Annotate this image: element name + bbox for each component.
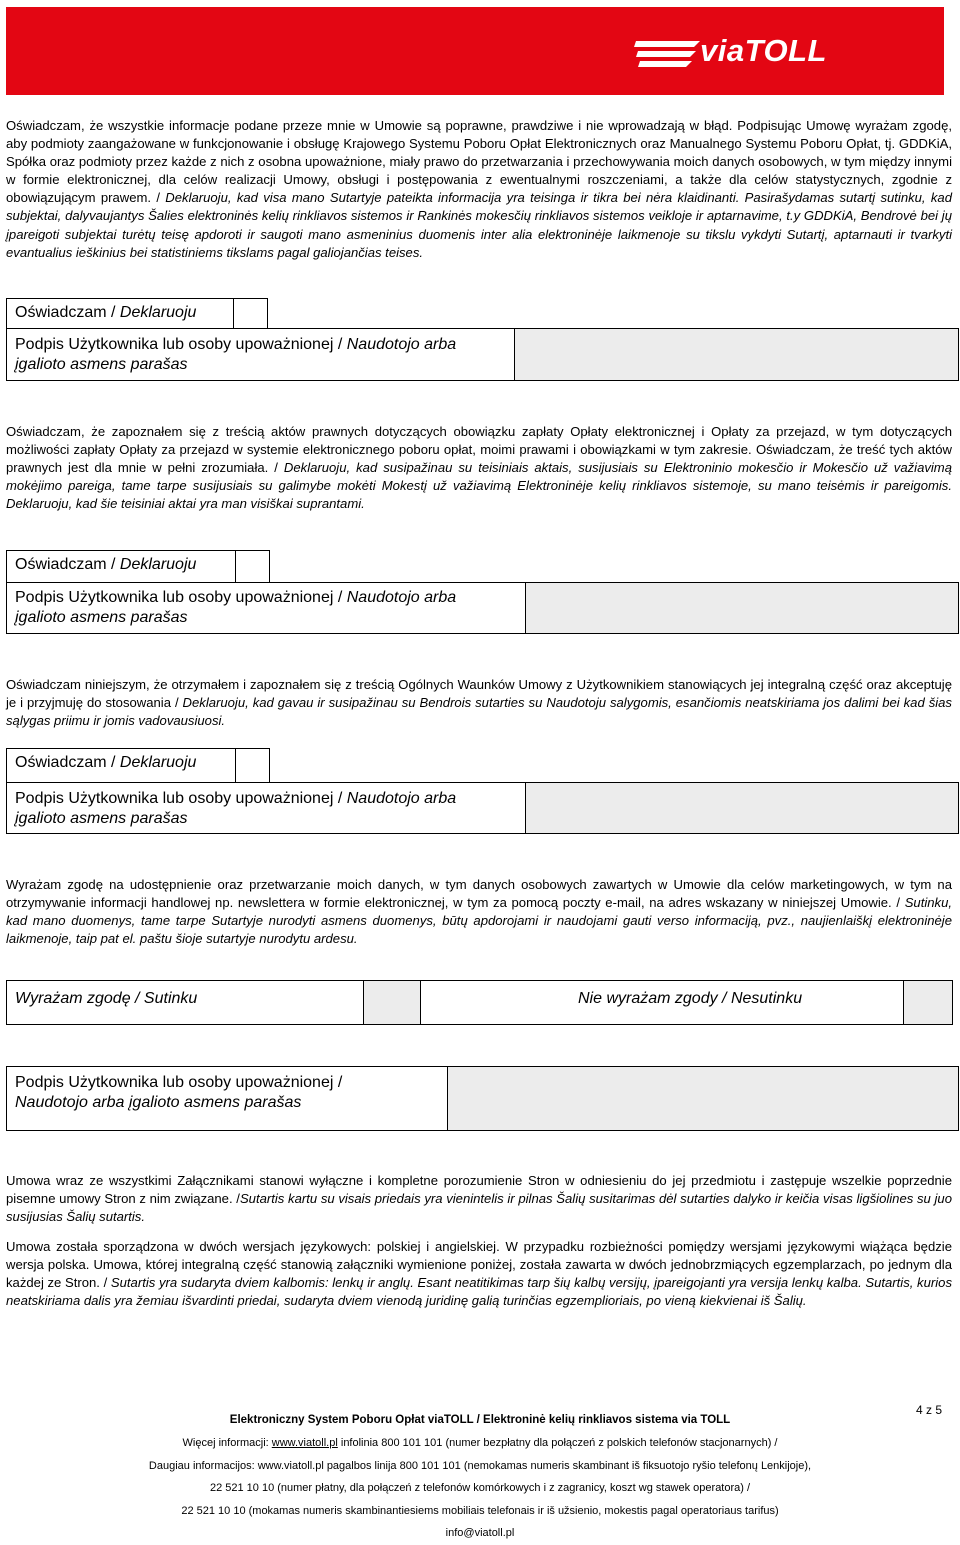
declare-label-pl: Oświadczam /: [15, 754, 120, 771]
paragraph-pl: Umowa wraz ze wszystkimi Załącznikami stanowi wyłączne i kompletne porozumienie Stron w odniesieniu do jej przedmiotu i zastępuje wszelkie poprzednie pisemne umowy Stron z nim związane. /: [6, 1173, 952, 1207]
declare-label-box: [6, 298, 234, 329]
disagree-checkbox[interactable]: [903, 980, 953, 1025]
declare-label-lt: Deklaruoju: [119, 556, 197, 573]
declare-checkbox[interactable]: [235, 550, 270, 583]
logo-stripes-icon: [634, 39, 704, 69]
entire-agreement-paragraph: [6, 1172, 952, 1226]
paragraph-lt: Sutinku, kad mano duomenys, tame tarpe Sutartyje nurodyti asmens duomenys, būtų apdorojami ir naudojami gauti verso informaciją, pvz., naujienlaiškį elektroninėje laikmenoje, taip pat el. paštu šioje sutartyje nurodytu ardesu.: [6, 895, 952, 947]
terms-paragraph: [6, 676, 952, 730]
signature-field[interactable]: [447, 1066, 959, 1131]
marketing-paragraph: [6, 876, 952, 948]
paragraph-pl: Oświadczam niniejszym, że otrzymałem i zapoznałem się z treścią Ogólnych Waunków Umowy z Użytkownikiem stanowiących jej integralną część oraz akceptuję je i przyjmuję do stosowania /: [6, 677, 952, 711]
paragraph-lt: Deklaruoju, kad visa mano Sutartyje pateikta informacija yra teisinga ir tikra bei nėra klaidinanti. Pasirašydamas sutartį sutinku, kad subjektai, dalyvaujantys Šalies elektroninės kelių rinkliavos sistemos ir Rankinės mokesčių rinkliavos sistemos veikloje ir aptarnavime, t.y GDDKiA, Bendrovė bei jų įpareigoti subjektai turėtų teisę apdoroti ir saugoti mano asmeninius duomenis inter alia elektroninėje laikmenoje su tikslu vykdyti Sutartį, aptarnauti ir tvarkyti evantualius ieškinius bei statistiniems tikslams pagal galiojančias teises.: [6, 190, 952, 260]
signature-label-lt-2: įgalioto asmens parašas: [15, 609, 188, 626]
signature-field[interactable]: [514, 328, 959, 381]
declare-label-box: [6, 550, 236, 583]
signature-label-lt: Naudotojo arba: [346, 790, 457, 807]
signature-label-pl: Podpis Użytkownika lub osoby upoważnionej /: [15, 1074, 343, 1091]
footer-line-1: [0, 1437, 960, 1449]
declare-label-box: [6, 748, 236, 783]
agree-checkbox[interactable]: [363, 980, 421, 1025]
signature-field[interactable]: [525, 582, 959, 634]
signature-field[interactable]: [525, 782, 959, 834]
agree-label: Wyrażam zgodę / Sutinku: [15, 990, 198, 1007]
signature-label-lt-2: įgalioto asmens parašas: [15, 356, 188, 373]
signature-label-pl: Podpis Użytkownika lub osoby upoważnionej /: [15, 790, 347, 807]
footer-text: Więcej informacji:: [182, 1437, 272, 1449]
signature-label-lt-2: įgalioto asmens parašas: [15, 810, 188, 827]
disagree-label: Nie wyrażam zgody / Nesutinku: [578, 990, 803, 1007]
signature-label-pl: Podpis Użytkownika lub osoby upoważnionej /: [15, 336, 347, 353]
signature-label-box: [6, 328, 515, 381]
footer-line-2: Daugiau informacijos: www.viatoll.pl pagalbos linija 800 101 101 (nemokamas numeris skambinant iš fiksuotojo ryšio telefonų Lenkijoje),: [148, 1460, 812, 1472]
paragraph-pl: Oświadczam, że zapoznałem się z treścią aktów prawnych dotyczących obowiązku zapłaty Opłaty elektronicznej i Opłaty za przejazd, w tym dotyczących możliwości zapłaty Opłaty za przejazd w systemie elektronicznego poboru opłat, moimi prawami i obowiązkami w tym zakresie. Oświadczam, że treść tych aktów prawnych jest dla mnie w pełni zrozumiała. /: [6, 424, 952, 476]
viatoll-link[interactable]: www.viatoll.pl: [271, 1437, 338, 1449]
disagree-label-box: [420, 980, 904, 1025]
declare-checkbox[interactable]: [233, 298, 268, 329]
paragraph-lt: Sutartis yra sudaryta dviem kalbomis: lenkų ir anglų. Esant neatitikimas tarp šių kalbų versijų, įpareigojanti yra versija lenkų kalba. Sutartis, kurios neatskiriama dalis yra žemiau išvardinti priedai, sudaryta dviem vienodą juridinę galią turinčias egzemplioriais, po vieną kiekvienai iš Šalių.: [6, 1275, 952, 1309]
paragraph-pl: Oświadczam, że wszystkie informacje podane przeze mnie w Umowie są poprawne, prawdziwe i nie wprowadzają w błąd. Podpisując Umowę wyrażam zgodę, aby podmioty zaangażowane w funkcjonowanie i obsługę Krajowego Systemu Poboru Opłat Elektronicznych oraz Manualnego Systemu Poboru Opłat, tj. GDDKiA, Spółka oraz podmioty przez każde z nich z osobna upoważnione, miały prawo do przetwarzania i przechowywania moich danych osobowych, w tym między innymi w formie elektronicznej, dla celów realizacji Umowy, obsługi i postępowania z ewentualnymi roszczeniami, a także dla celów statystycznych, zgodnie z obowiązującym prawem. /: [6, 118, 952, 206]
declare-label-pl: Oświadczam /: [15, 556, 120, 573]
paragraph-lt: Sutartis kartu su visais priedais yra vienintelis ir pilnas Šalių susitarimas dėl sutarties dalyko ir keičia visas ligšiolines su juo susijusias Šalių sutartis.: [6, 1191, 952, 1225]
footer-line-4: 22 521 10 10 (mokamas numeris skambinantiesiems mobiliais telefonais ir iš užsienio, mokestis pagal operatoriaus tarifus): [181, 1505, 779, 1517]
signature-label-pl: Podpis Użytkownika lub osoby upoważnionej /: [15, 589, 347, 606]
page-number: 4 z 5: [916, 1403, 943, 1417]
footer-title: Elektroniczny System Poboru Opłat viaTOLL / Elektroninė kelių rinkliavos sistema via TOLL: [229, 1414, 731, 1426]
consent-paragraph-data: [6, 117, 952, 262]
viatoll-logo: [628, 32, 872, 76]
paragraph-pl: Umowa została sporządzona w dwóch wersjach językowych: polskiej i angielskiej. W przypadku rozbieżności pomiędzy wersjami językowymi wiążąca będzie wersja polska. Umowa, której integralną część stanowią załączniki wymienione poniżej, została zawarta w dwóch jednobrzmiących egzemplarzach, po jednym dla każdej ze Stron. /: [6, 1239, 952, 1291]
signature-label-lt: Naudotojo arba: [346, 589, 457, 606]
footer-email[interactable]: info@viatoll.pl: [445, 1527, 515, 1539]
legal-acts-paragraph: [6, 423, 952, 513]
signature-label-box: [6, 1066, 448, 1131]
signature-label-lt: Naudotojo arba: [346, 336, 457, 353]
logo-text: viaTOLL: [700, 33, 827, 68]
paragraph-lt: Deklaruoju, kad gavau ir susipažinau su Bendrois sutarties su Naudotoju salygomis, esančiomis neatskiriama jos dalimi bei kad šias sąlygas priimu ir jomis vadovausiuosi.: [6, 695, 952, 729]
agree-label-box: [6, 980, 364, 1025]
declare-checkbox[interactable]: [235, 748, 270, 783]
paragraph-lt: Deklaruoju, kad susipažinau su teisiniais aktais, susijusiais su Elektroninio mokesčio ir Mokesčio už važiavimą mokėjimo pareiga, tame tarpe susijusiais su galimybe mokėti Mokestį už važiavimą Elektroninėje kelių rinkliavos sistemoje, su mano teisėmis ir pareigomis. Deklaruoju, kad šie teisiniai aktai yra man visiškai suprantami.: [6, 460, 952, 512]
declare-label-lt: Deklaruoju: [119, 754, 197, 771]
declare-label-lt: Deklaruoju: [119, 304, 197, 321]
language-versions-paragraph: [6, 1238, 952, 1310]
declare-label-pl: Oświadczam /: [15, 304, 120, 321]
paragraph-pl: Wyrażam zgodę na udostępnienie oraz przetwarzanie moich danych, w tym danych osobowych zawartych w Umowie dla celów marketingowych, w tym na otrzymywanie informacji handlowej np. newslettera w formie elektronicznej, w tym za pomocą poczty e-mail, na adres wskazany w niniejszej Umowie. /: [6, 877, 952, 911]
signature-label-lt: Naudotojo arba įgalioto asmens parašas: [15, 1094, 302, 1111]
signature-label-box: [6, 582, 526, 634]
signature-label-box: [6, 782, 526, 834]
footer-line-3: 22 521 10 10 (numer płatny, dla połączeń z telefonów komórkowych i z zagranicy, koszt wg stawek operatora) /: [209, 1482, 751, 1494]
footer-text: infolinia 800 101 101 (numer bezpłatny dla połączeń z polskich telefonów stacjonarnych) /: [337, 1437, 778, 1449]
